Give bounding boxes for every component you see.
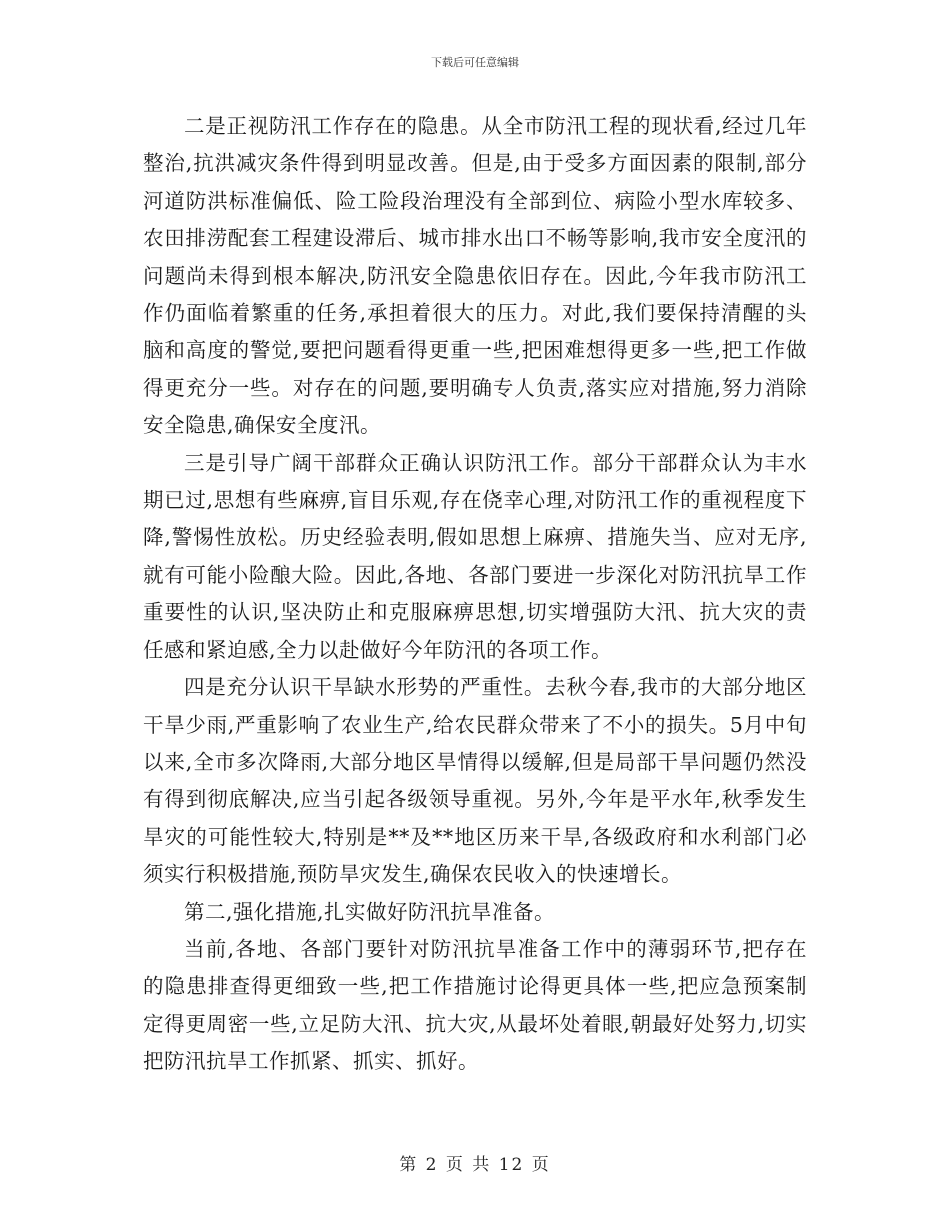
page-number: 第 2 页 共 12 页 (399, 1155, 551, 1175)
section-heading-measures: 第二,强化措施,扎实做好防汛抗旱准备。 (184, 899, 556, 924)
paragraph-current-tasks: 当前,各地、各部门要针对防汛抗旱准备工作中的薄弱环节,把存在的隐患排查得更细致一些,把工作措施讨论得更具体一些,把应急预案制定得更周密一些,立足防大汛、抗大灾,从最坏处着眼,朝最好处努力,切实把防汛抗旱工作抓紧、抓实、抓好。 (143, 936, 807, 1074)
paragraph-drought: 四是充分认识干旱缺水形势的严重性。去秋今春,我市的大部分地区干旱少雨,严重影响了农业生产,给农民群众带来了不小的损失。5月中旬以来,全市多次降雨,大部分地区旱情得以缓解,但是局部干旱问题仍然没有得到彻底解决,应当引起各级领导重视。另外,今年是平水年,秋季发生旱灾的可能性较大,特别是**及**地区历来干旱,各级政府和水利部门必须实行积极措施,预防旱灾发生,确保农民收入的快速增长。 (143, 675, 807, 887)
paragraph-hidden-dangers: 二是正视防汛工作存在的隐患。从全市防汛工程的现状看,经过几年整治,抗洪减灾条件得到明显改善。但是,由于受多方面因素的限制,部分河道防洪标准偏低、险工险段治理没有全部到位、病险小型水库较多、农田排涝配套工程建设滞后、城市排水出口不畅等影响,我市安全度汛的问题尚未得到根本解决,防汛安全隐患依旧存在。因此,今年我市防汛工作仍面临着繁重的任务,承担着很大的压力。对此,我们要保持清醒的头脑和高度的警觉,要把问题看得更重一些,把困难想得更多一些,把工作做得更充分一些。对存在的问题,要明确专人负责,落实应对措施,努力消除安全隐患,确保安全度汛。 (143, 114, 807, 438)
document-body (143, 108, 807, 1081)
header-note: 下载后可任意编辑 (431, 56, 519, 69)
paragraph-guide-cadres: 三是引导广阔干部群众正确认识防汛工作。部分干部群众认为丰水期已过,思想有些麻痹,盲目乐观,存在侥幸心理,对防汛工作的重视程度下降,警惕性放松。历史经验表明,假如思想上麻痹、措施失当、应对无序,就有可能小险酿大险。因此,各地、各部门要进一步深化对防汛抗旱工作重要性的认识,坚决防止和克服麻痹思想,切实增强防大汛、抗大灾的责任感和紧迫感,全力以赴做好今年防汛的各项工作。 (143, 450, 807, 662)
